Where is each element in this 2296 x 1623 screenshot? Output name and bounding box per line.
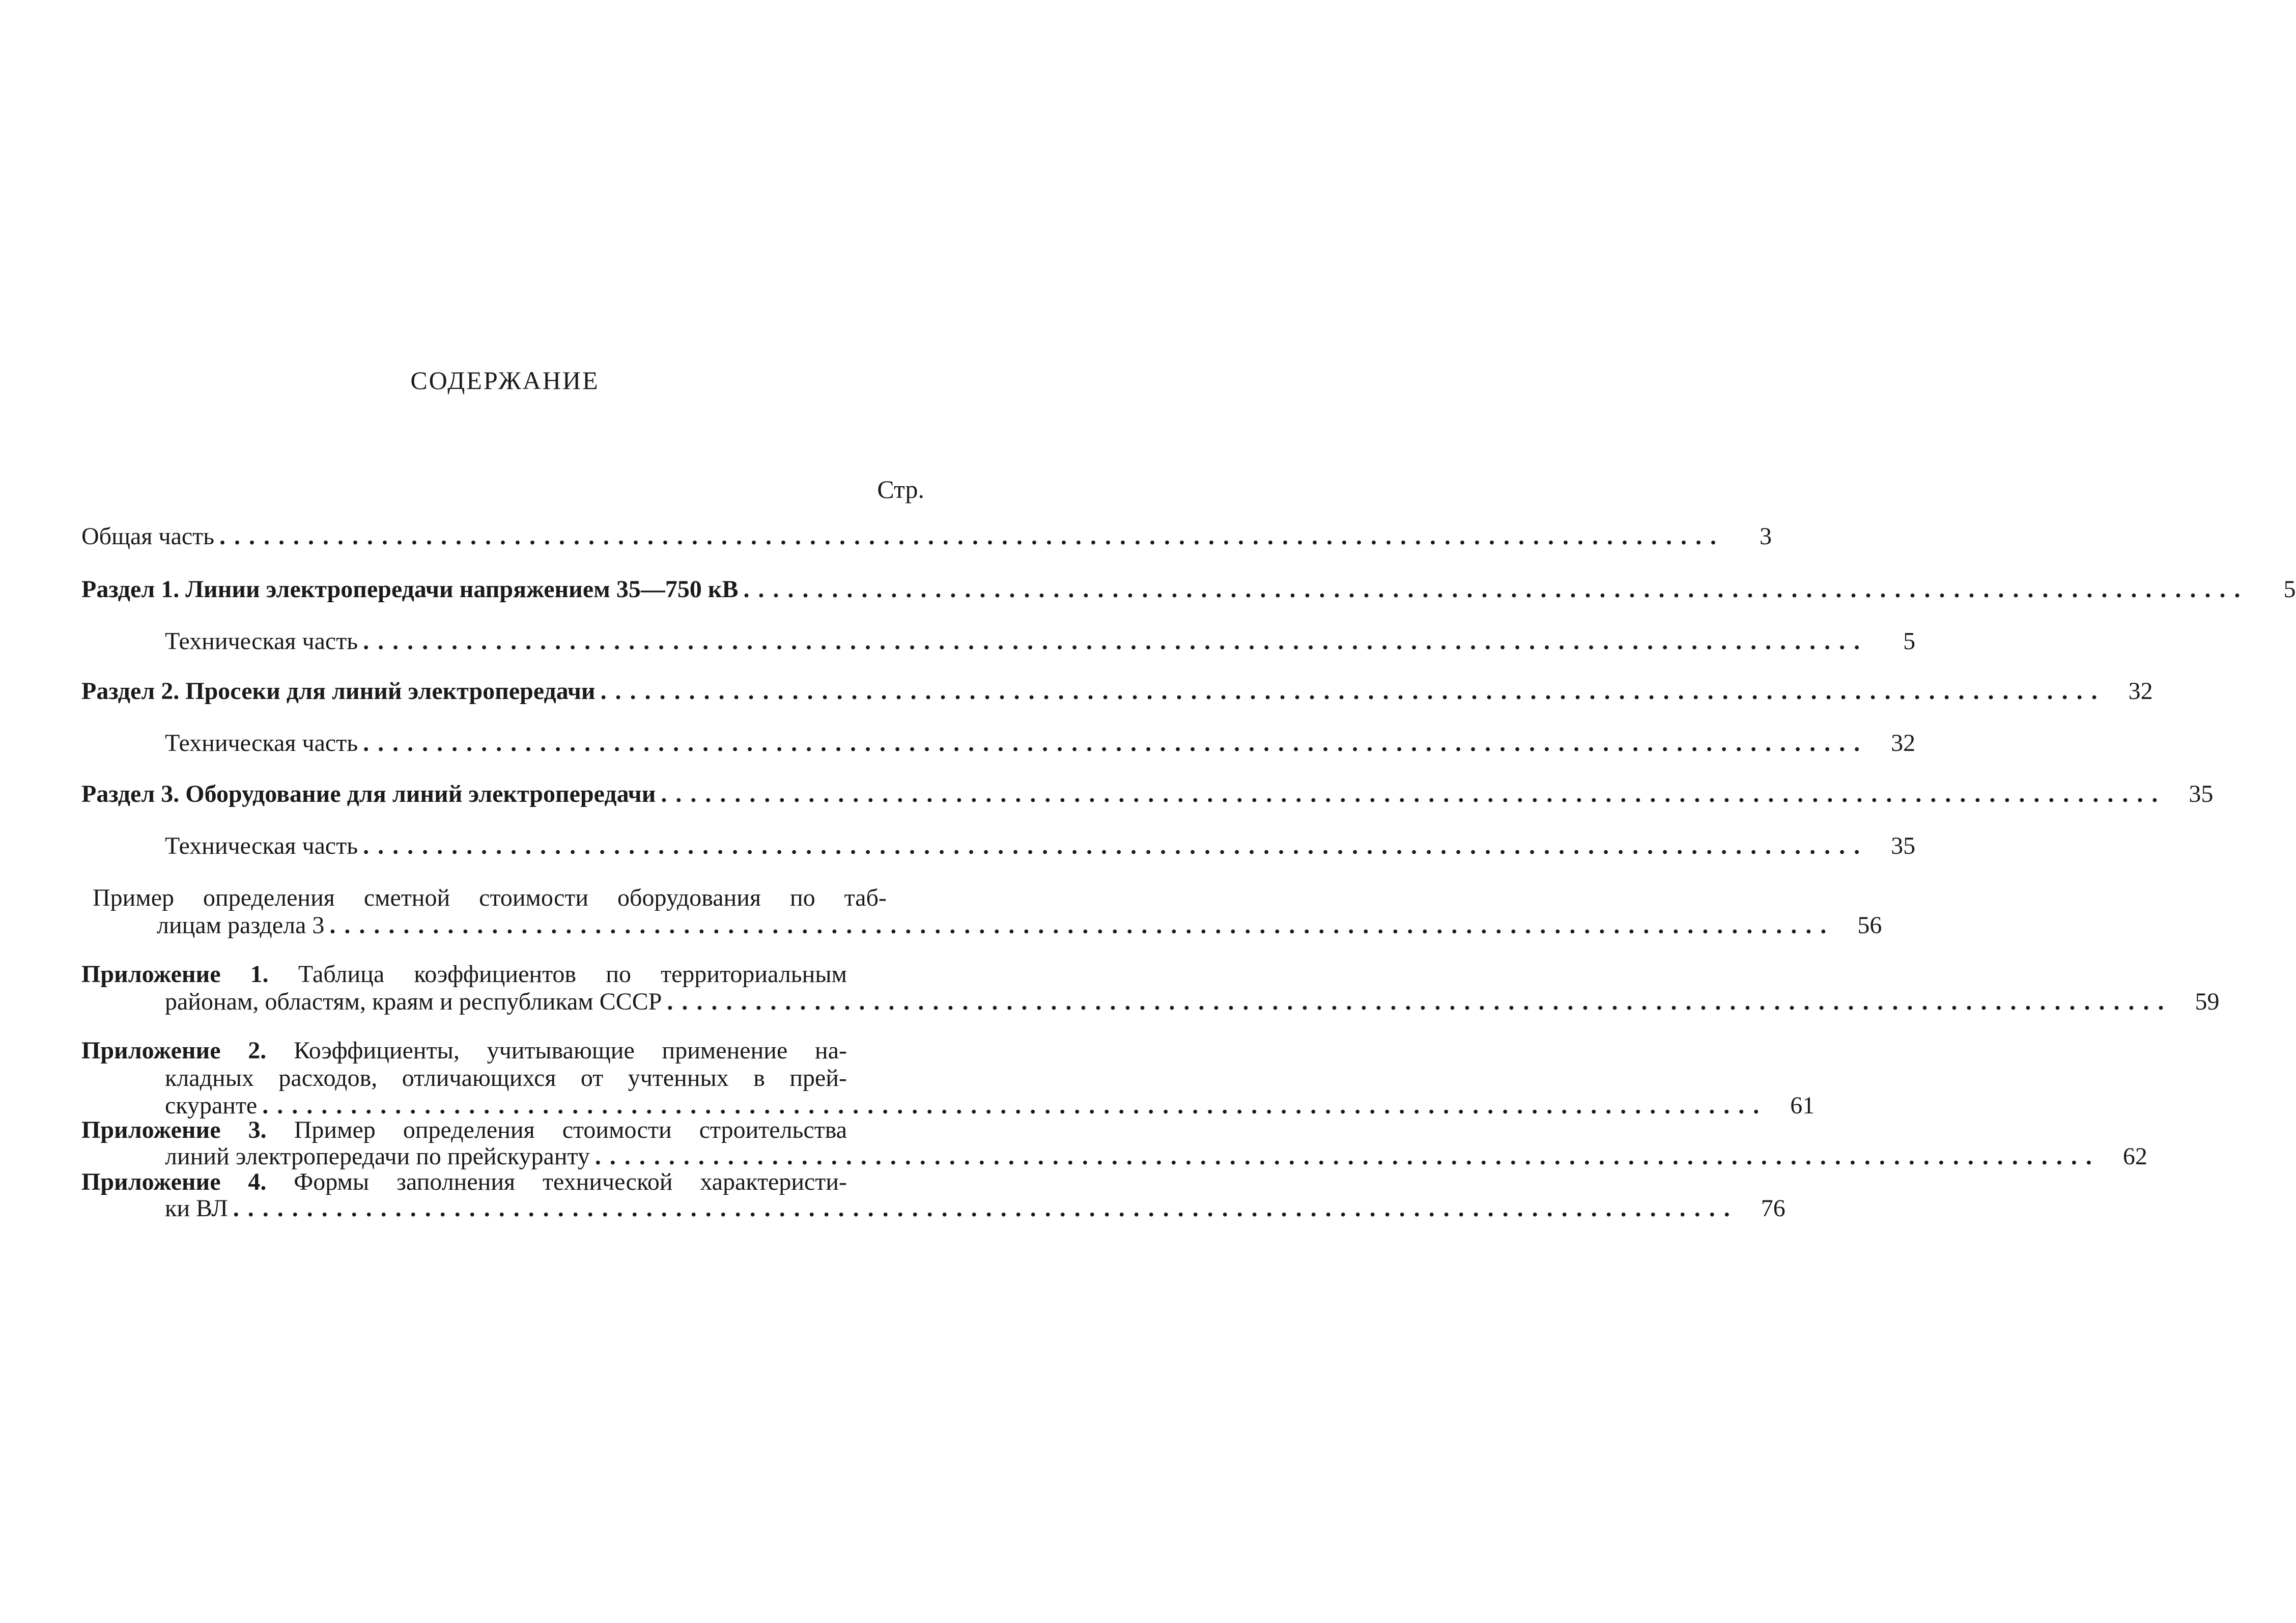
dot-leader: ......................................................................................................: [233, 1195, 1739, 1222]
toc-entry-section-2: [81, 678, 2153, 705]
toc-entry-appendix-2: [81, 1037, 1815, 1119]
entry-page: 35: [2189, 780, 2214, 807]
entry-title: Линии электропередачи напряжением 35—750 кВ: [185, 576, 739, 603]
toc-entry-example: [81, 884, 1882, 939]
entry-prefix: Приложение 3.: [81, 1116, 267, 1143]
entry-title-cont: кладных расходов, отличающихся от учтенных в прей-: [165, 1065, 847, 1092]
entry-title: Коэффициенты, учитывающие применение на-: [294, 1037, 847, 1064]
entry-page: 61: [1790, 1092, 1815, 1119]
entry-title: Техническая часть: [165, 628, 358, 655]
toc-entry-section-1-technical: [81, 628, 1916, 655]
entry-title: Пример определения сметной стоимости оборудования по таб-: [93, 884, 887, 911]
toc-entry-section-2-technical: [81, 730, 1916, 757]
entry-page: 56: [1857, 912, 1882, 939]
toc-entry-section-3-technical: [81, 832, 1916, 859]
toc-entry-appendix-4: [81, 1168, 1785, 1222]
entry-title: Техническая часть: [165, 730, 358, 757]
toc-entry-appendix-1: [81, 961, 2220, 1015]
entry-title-cont: ки ВЛ: [165, 1195, 228, 1222]
entry-title-cont: линий электропередачи по прейскуранту: [165, 1143, 590, 1170]
entry-prefix: Раздел 1.: [81, 576, 180, 603]
page-column-header: Стр.: [877, 475, 924, 503]
page-title: СОДЕРЖАНИЕ: [410, 366, 600, 395]
entry-prefix: Приложение 2.: [81, 1037, 267, 1064]
entry-title: Оборудование для линий электропередачи: [185, 780, 656, 807]
entry-title: Таблица коэффициентов по территориальным: [298, 961, 847, 988]
entry-page: 5: [1903, 628, 1916, 655]
entry-title-cont: скуранте: [165, 1092, 258, 1119]
toc-entry-section-3: [81, 780, 2214, 807]
dot-leader: ......................................................................................................: [219, 523, 1725, 550]
dot-leader: ......................................................................................................: [329, 912, 1835, 939]
entry-title: Техническая часть: [165, 832, 358, 859]
toc-entry-appendix-3: [81, 1116, 2147, 1170]
dot-leader: ......................................................................................................: [262, 1092, 1768, 1119]
entry-page: 32: [1891, 730, 1916, 757]
entry-prefix: Приложение 4.: [81, 1168, 267, 1195]
entry-title-cont: лицам раздела 3: [157, 912, 325, 939]
entry-page: 35: [1891, 832, 1916, 859]
toc-entry-general: [81, 523, 1772, 550]
entry-page: 5: [2283, 576, 2296, 603]
entry-prefix: Приложение 1.: [81, 961, 269, 988]
entry-page: 59: [2195, 988, 2220, 1015]
dot-leader: ......................................................................................................: [363, 832, 1869, 859]
entry-title: Пример определения стоимости строительства: [294, 1116, 847, 1143]
entry-title: Общая часть: [81, 523, 215, 550]
entry-title-cont: районам, областям, краям и республикам СССР: [165, 988, 662, 1015]
entry-page: 32: [2128, 678, 2153, 705]
entry-title: Формы заполнения технической характеристи-: [294, 1168, 847, 1195]
dot-leader: ......................................................................................................: [600, 678, 2106, 705]
dot-leader: ......................................................................................................: [363, 730, 1869, 757]
dot-leader: ......................................................................................................: [661, 780, 2167, 807]
entry-title: Просеки для линий электропередачи: [185, 678, 596, 705]
entry-page: 62: [2122, 1143, 2147, 1170]
toc-entry-section-1: [81, 576, 2296, 603]
dot-leader: ......................................................................................................: [363, 628, 1869, 655]
dot-leader: ......................................................................................................: [743, 576, 2249, 603]
dot-leader: ......................................................................................................: [667, 988, 2173, 1015]
entry-prefix: Раздел 2.: [81, 678, 180, 705]
entry-page: 3: [1760, 523, 1772, 550]
dot-leader: ......................................................................................................: [594, 1143, 2101, 1170]
entry-page: 76: [1761, 1195, 1785, 1222]
entry-prefix: Раздел 3.: [81, 780, 180, 807]
